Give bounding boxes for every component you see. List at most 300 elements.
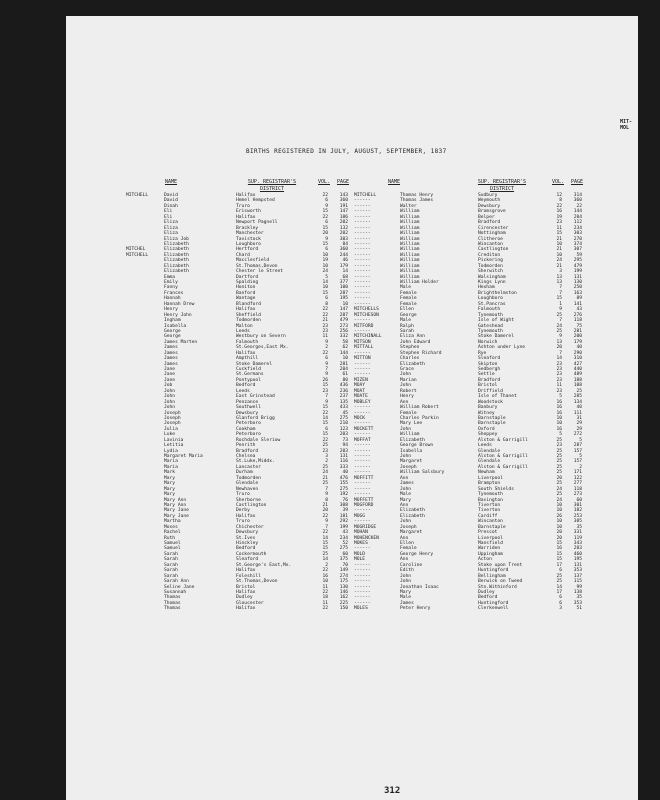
surname-cell: ------ [354, 274, 371, 280]
forename-cell: Marian [400, 377, 417, 383]
page-cell: 199 [339, 524, 348, 530]
surname-cell: ------ [354, 203, 371, 209]
surname-cell: ------ [354, 318, 371, 324]
district-cell: Sherwitch [478, 269, 503, 275]
vol-cell: 7 [325, 394, 328, 400]
forename-cell: William [400, 269, 420, 275]
page-number: 312 [384, 786, 401, 796]
surname-cell: MITCHELL [354, 193, 377, 198]
surname-cell: MOHENCKEN [354, 535, 379, 541]
district-cell: Sherborne [236, 497, 261, 503]
district-cell: St.Pancras [478, 301, 506, 307]
forename-cell: Maria [164, 459, 178, 465]
surname-cell: MOGFORD [354, 502, 374, 508]
vol-cell: 25 [322, 443, 328, 449]
district-cell: Gateshead [478, 323, 503, 329]
vol-cell: 7 [325, 524, 328, 530]
forename-cell: John [164, 394, 176, 400]
district-cell: Wincanton [478, 519, 503, 525]
vol-cell: 22 [322, 307, 328, 313]
page-cell: 333 [339, 464, 348, 470]
district-cell: Kings Lynn [478, 280, 506, 285]
surname-cell: ------ [354, 209, 371, 215]
district-cell: South Shields [478, 486, 514, 492]
district-cell: Brampton [478, 481, 501, 487]
page-cell: 237 [339, 394, 348, 400]
vol-cell: 15 [556, 551, 562, 557]
district-cell: Newhaven [236, 486, 259, 492]
district-cell: Glendale [478, 448, 501, 454]
vol-cell: 13 [556, 274, 562, 280]
district-cell: Blandford [236, 301, 261, 307]
surname-cell: ------ [354, 241, 371, 247]
forename-cell: Elizabeth [164, 241, 189, 247]
vol-cell: 14 [322, 535, 328, 541]
vol-cell: 11 [322, 334, 328, 340]
district-cell: Spalding [236, 280, 259, 285]
vol-cell: 1 [559, 301, 562, 307]
district-cell: Cuckfield [236, 367, 261, 372]
district-cell: Rye [478, 350, 487, 356]
page-cell: 146 [339, 589, 348, 595]
district-cell: Stoke upon Trent [478, 562, 523, 568]
vol-cell: 6 [559, 595, 562, 601]
district-cell: Penzance [236, 399, 259, 405]
surname-cell: ------ [354, 519, 371, 525]
district-cell: Gloucester [236, 600, 264, 606]
forename-cell: Mary Ann [164, 502, 187, 508]
page-cell: 332 [339, 334, 348, 340]
district-cell: St.Luke,Middx. [236, 459, 275, 465]
vol-header: VOL. [551, 179, 565, 185]
district-cell: Glendale [236, 481, 259, 487]
vol-cell: 5 [559, 432, 562, 438]
vol-cell: 10 [556, 415, 562, 421]
forename-cell: Ellen [400, 541, 414, 546]
page-cell: 157 [573, 459, 582, 465]
page-cell: 25 [576, 388, 582, 394]
surname-cell: ------ [354, 579, 371, 585]
surname-cell: ------ [354, 231, 371, 237]
district-cell: Macclesfield [236, 258, 270, 264]
district-cell: Honiton [236, 285, 256, 291]
district-cell: Hexham [478, 285, 495, 291]
forename-cell: Edith [400, 568, 414, 574]
forename-cell: Mary [400, 497, 412, 503]
forename-cell: Lydia [164, 448, 178, 454]
vol-cell: 22 [556, 203, 562, 209]
district-cell: Cookham [236, 426, 256, 432]
page-cell: 360 [573, 198, 582, 204]
surname-cell: MOBLEY [354, 399, 371, 405]
vol-cell: 8 [325, 301, 328, 307]
forename-cell: Stephen Richard [400, 350, 442, 356]
surname-cell: MOCK [354, 415, 366, 421]
forename-cell: Ruth [164, 535, 176, 541]
forename-cell: Martha [164, 519, 181, 525]
forename-cell: William [400, 214, 420, 220]
vol-cell: 10 [556, 508, 562, 514]
vol-cell: 25 [556, 459, 562, 465]
vol-cell: 23 [322, 328, 328, 334]
vol-cell: 3 [559, 269, 562, 275]
surname-cell: MITCHESON [354, 312, 379, 318]
vol-cell: 17 [556, 589, 562, 595]
district-cell: Dewsbury [478, 203, 501, 209]
page-cell: 155 [339, 481, 348, 487]
vol-cell: 8 [325, 497, 328, 503]
district-cell: Clitheroe [478, 236, 503, 242]
vol-cell: 10 [556, 524, 562, 530]
page-cell: 191 [339, 203, 348, 209]
page-cell: 440 [573, 367, 582, 372]
vol-cell: 25 [322, 551, 328, 557]
page-cell: 202 [339, 231, 348, 237]
page-cell: 377 [339, 280, 348, 285]
page-cell: 195 [573, 557, 582, 563]
surname-cell: ------ [354, 225, 371, 231]
forename-cell: James [164, 345, 178, 351]
vol-cell: 15 [322, 290, 328, 296]
page-cell: 210 [339, 421, 348, 427]
surname-cell: ------ [354, 486, 371, 492]
vol-cell: 7 [559, 350, 562, 356]
surname-cell: MOLD [354, 551, 366, 557]
page-cell: 89 [576, 296, 582, 302]
page-cell: 5 [579, 454, 582, 459]
district-cell: Castlington [236, 502, 267, 508]
district-cell: Falmouth [236, 339, 259, 345]
surname-cell: MITCHELLS [354, 307, 379, 313]
page-cell: 80 [342, 377, 348, 383]
page-cell: 5 [579, 437, 582, 443]
surname-cell: ------ [354, 350, 371, 356]
vol-cell: 15 [322, 421, 328, 427]
forename-cell: Lavinia [164, 437, 184, 443]
vol-cell: 14 [556, 356, 562, 362]
page-cell: 202 [339, 220, 348, 226]
page-cell: 115 [573, 579, 582, 585]
surname-cell: ------ [354, 600, 371, 606]
vol-cell: 2 [325, 459, 328, 465]
vol-cell: 21 [322, 502, 328, 508]
vol-cell: 7 [325, 486, 328, 492]
forename-cell: William [400, 225, 420, 231]
forename-cell: Female [400, 296, 417, 302]
forename-cell: John [400, 426, 412, 432]
surname-cell: ------ [354, 372, 371, 378]
page-cell: 283 [573, 546, 582, 552]
district-cell: Lancaster [236, 464, 261, 470]
district-cell: Derby [236, 508, 250, 514]
surname-cell: ------ [354, 464, 371, 470]
district-cell: Acton [478, 557, 492, 563]
district-cell: Wincanton [478, 241, 503, 247]
district-cell: Walsingham [478, 274, 506, 280]
vol-cell: 26 [556, 513, 562, 519]
forename-cell: James [400, 481, 414, 487]
forename-cell: Maria [164, 464, 178, 470]
forename-cell: Luke [164, 432, 176, 438]
surname-cell: MOKES [354, 541, 368, 546]
page-cell: 22 [576, 203, 582, 209]
vol-cell: 22 [322, 350, 328, 356]
vol-cell: 10 [556, 421, 562, 427]
district-cell: Huntingford [478, 600, 509, 606]
district-cell: Brackley [236, 225, 259, 231]
vol-cell: 16 [556, 405, 562, 411]
forename-cell: Male [400, 492, 412, 498]
district-cell: Bradford [236, 448, 259, 454]
page-cell: 192 [339, 492, 348, 498]
page-cell: 29 [576, 426, 582, 432]
surname-cell: ------ [354, 214, 371, 220]
page-cell: 75 [576, 323, 582, 329]
district-cell: Barnstaple [478, 415, 506, 421]
surname-cell: MOAT [354, 388, 366, 394]
forename-cell: James [164, 356, 178, 362]
name-header: NAME [387, 179, 401, 185]
vol-cell: 9 [325, 372, 328, 378]
vol-cell: 13 [556, 280, 562, 285]
name-header: NAME [164, 179, 178, 185]
forename-cell: John [164, 388, 176, 394]
surname-cell: MITCHINALL [354, 334, 382, 340]
forename-cell: Elizabeth [400, 508, 425, 514]
page-cell: 479 [573, 263, 582, 269]
forename-cell: Ann [400, 399, 409, 405]
district-cell: Manchester [236, 231, 264, 237]
page-cell: 111 [573, 410, 582, 416]
vol-cell: 7 [559, 290, 562, 296]
district-cell: Pickering [478, 258, 503, 264]
vol-cell: 11 [556, 225, 562, 231]
forename-cell: Joseph [400, 524, 417, 530]
page-cell: 157 [573, 448, 582, 454]
page-cell: 277 [573, 481, 582, 487]
forename-cell: Eli [164, 214, 173, 220]
forename-cell: John [400, 579, 412, 585]
forename-cell: William [400, 231, 420, 237]
forename-cell: Joseph [164, 410, 181, 416]
district-cell: Halifax [236, 606, 256, 612]
page-cell: 43 [576, 307, 582, 313]
surname-cell: MOAY [354, 383, 366, 389]
page-cell: 118 [573, 318, 582, 324]
district-cell: Belper [478, 214, 495, 220]
page-cell: 94 [342, 443, 348, 449]
page-cell: 76 [342, 497, 348, 503]
vol-cell: 15 [556, 557, 562, 563]
surname-cell: ------ [354, 470, 371, 476]
vol-cell: 20 [556, 345, 562, 351]
forename-cell: Sarah [164, 568, 178, 574]
district-cell: Peterboro [236, 421, 261, 427]
vol-cell: 2 [325, 562, 328, 568]
district-cell: St.Thomas,Devon [236, 579, 278, 585]
surname-cell: ------ [354, 492, 371, 498]
page-cell: 40 [576, 345, 582, 351]
district-cell: Leeds [236, 388, 250, 394]
surname-cell: ------ [354, 263, 371, 269]
surname-cell: ------ [354, 198, 371, 204]
district-cell: Dudley [478, 589, 495, 595]
page-cell: 149 [339, 568, 348, 574]
vol-cell: 20 [322, 508, 328, 514]
page-cell: 137 [573, 573, 582, 579]
page-cell: 353 [573, 568, 582, 574]
vol-cell: 25 [556, 481, 562, 487]
vol-cell: 25 [322, 481, 328, 487]
vol-cell: 19 [322, 258, 328, 264]
forename-cell: John [400, 454, 412, 459]
forename-cell: Fanny [164, 285, 178, 291]
surname-cell: MITTALL [354, 345, 374, 351]
district-cell: Weymouth [478, 198, 501, 204]
surname-cell: ------ [354, 280, 371, 285]
surname-cell: MITTON [354, 356, 371, 362]
page-cell: 171 [573, 470, 582, 476]
vol-cell: 10 [322, 252, 328, 258]
district-cell: Stoke Damerel [478, 334, 514, 340]
district-cell: Sudbury [478, 193, 498, 198]
page-cell: 116 [339, 459, 348, 465]
surname-cell: MOHAN [354, 530, 368, 536]
page-cell: 275 [339, 486, 348, 492]
surname-cell: MOGG [354, 513, 366, 519]
page-cell: 68 [342, 274, 348, 280]
page-cell: 270 [573, 236, 582, 242]
page-cell: 45 [342, 410, 348, 416]
district-cell: Halifax [236, 214, 256, 220]
forename-cell: Mary [164, 492, 176, 498]
district-cell: Stoke Damerel [236, 361, 272, 367]
surname-cell: ------ [354, 301, 371, 307]
forename-cell: Elizabeth [164, 247, 189, 253]
vol-cell: 24 [556, 323, 562, 329]
page-cell: 303 [573, 231, 582, 237]
district-cell: Chelsea [236, 454, 256, 459]
page-cell: 35 [576, 524, 582, 530]
district-header: SUP. REGISTRAR'S DISTRICT [477, 179, 527, 192]
surname-cell: ------ [354, 296, 371, 302]
vol-cell: 16 [556, 410, 562, 416]
page-cell: 84 [342, 241, 348, 247]
surname-cell: ------ [354, 589, 371, 595]
page-cell: 60 [576, 497, 582, 503]
forename-cell: Mary [164, 486, 176, 492]
vol-cell: 21 [322, 475, 328, 481]
vol-cell: 5 [559, 394, 562, 400]
forename-cell: James [400, 600, 414, 606]
vol-cell: 25 [556, 437, 562, 443]
vol-cell: 8 [559, 198, 562, 204]
forename-cell: Mary Lee [400, 421, 423, 427]
forename-cell: Mary Jane [164, 508, 189, 514]
district-cell: Bellingham [478, 573, 506, 579]
page-cell: 163 [573, 290, 582, 296]
page-cell: 130 [573, 280, 582, 285]
district-cell: Alston & Garrigill [478, 464, 528, 470]
page-cell: 119 [573, 535, 582, 541]
vol-cell: 26 [322, 377, 328, 383]
vol-cell: 5 [325, 274, 328, 280]
forename-cell: William [400, 236, 420, 242]
forename-cell: Seline Jane [164, 584, 195, 590]
page-cell: 199 [573, 269, 582, 275]
forename-cell: Henry John [164, 312, 192, 318]
surname-cell: ------ [354, 432, 371, 438]
forename-cell: Eliza [164, 225, 178, 231]
district-cell: Bedford [236, 546, 256, 552]
district-cell: Tynemouth [478, 312, 503, 318]
vol-cell: 15 [322, 432, 328, 438]
page-cell: 10 [342, 301, 348, 307]
district-cell: Tiverton [478, 508, 501, 514]
district-cell: Dartford [236, 274, 259, 280]
forename-cell: John [400, 486, 412, 492]
vol-cell: 23 [556, 220, 562, 226]
page-cell: 272 [573, 432, 582, 438]
vol-cell: 9 [559, 334, 562, 340]
district-cell: Brighthelmston [478, 290, 517, 296]
district-cell: Sleaford [478, 356, 501, 362]
page-cell: 144 [339, 350, 348, 356]
district-cell: Alston & Garrigill [478, 437, 528, 443]
vol-cell: 15 [322, 225, 328, 231]
vol-cell: 9 [325, 203, 328, 209]
forename-cell: Female [400, 290, 417, 296]
surname-cell: ------ [354, 454, 371, 459]
forename-cell: Thomas James [400, 198, 434, 204]
vol-cell: 9 [325, 339, 328, 345]
district-cell: Ashton under Lyne [478, 345, 526, 351]
page-cell: 100 [339, 285, 348, 291]
forename-cell: Charles Parkin [400, 415, 439, 421]
page-cell: 130 [339, 584, 348, 590]
vol-cell: 25 [556, 454, 562, 459]
page-cell: 234 [573, 225, 582, 231]
forename-cell: Moses [164, 524, 178, 530]
district-cell: Leeds [236, 328, 250, 334]
district-cell: Woodstock [478, 399, 503, 405]
forename-cell: William Robert [400, 405, 439, 411]
district-cell: Bradford [478, 220, 501, 226]
forename-cell: Male [400, 285, 412, 291]
forename-cell: William [400, 220, 420, 226]
vol-cell: 6 [325, 356, 328, 362]
vol-cell: 9 [325, 361, 328, 367]
district-cell: Truro [236, 492, 250, 498]
vol-cell: 22 [322, 530, 328, 536]
district-cell: St.Ives [236, 535, 256, 541]
forename-cell: Elizabeth [164, 258, 189, 264]
vol-cell: 23 [556, 367, 562, 372]
forename-cell: Margaret [400, 459, 423, 465]
forename-cell: Ann [400, 557, 409, 563]
page-cell: 99 [576, 584, 582, 590]
vol-cell: 9 [325, 519, 328, 525]
page-cell: 360 [339, 247, 348, 253]
forename-cell: Elizabeth [164, 263, 189, 269]
district-cell: Isle of Thanet [478, 394, 517, 400]
district-cell: Alston & Garrigill [478, 454, 528, 459]
district-cell: Dewsbury [236, 410, 259, 416]
page-cell: 14 [342, 269, 348, 275]
page-cell: 51 [576, 606, 582, 612]
district-cell: Halifax [236, 193, 256, 198]
forename-cell: William [400, 241, 420, 247]
